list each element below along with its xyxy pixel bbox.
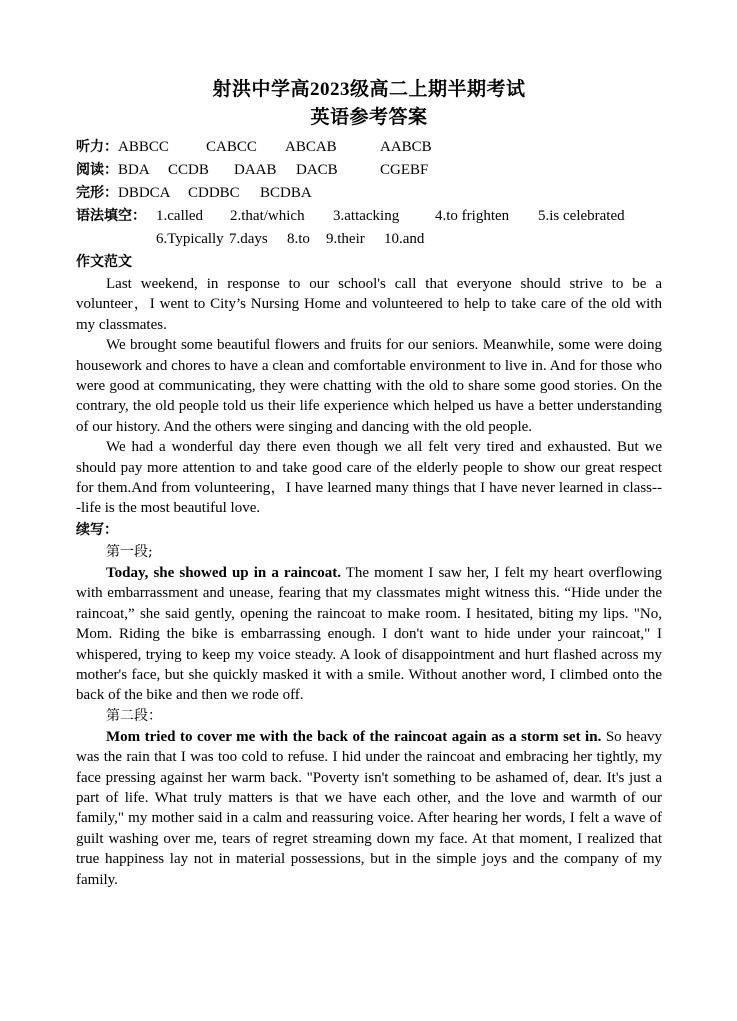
answer-group: CDDBC — [188, 185, 240, 201]
document-page — [76, 78, 662, 890]
answer-group: DACB — [296, 162, 338, 178]
reading-answers — [76, 159, 662, 182]
listening-label: 听力： — [76, 139, 118, 155]
document-subtitle: 英语参考答案 — [310, 107, 428, 128]
answer-group: ABCAB — [285, 139, 337, 155]
continuation-part2-label: 第二段： — [106, 707, 162, 724]
reading-label: 阅读： — [76, 162, 118, 178]
continuation-paragraph-1 — [76, 563, 662, 706]
cloze-label: 完形： — [76, 185, 118, 201]
answer-group: AABCB — [380, 139, 432, 155]
paragraph-lead-sentence: Today, she showed up in a raincoat. — [106, 564, 341, 581]
grammar-answers-row1 — [76, 205, 662, 228]
answer-item: 2.that/which — [230, 208, 305, 224]
essay-paragraph-3: We had a wonderful day there even though we all felt very tired and exhausted. But we should pay more attention to and take good care of the elderly people to show our great respect for them.And from volunteering，I have learned many things that I have never learned in class---life is the most beautiful love. — [76, 439, 662, 517]
answer-item: 6.Typically — [156, 231, 224, 247]
continuation-part1-label: 第一段; — [106, 543, 153, 560]
continuation-paragraph-2 — [76, 727, 662, 890]
answer-group: ABBCC — [118, 139, 169, 155]
answer-group: CCDB — [168, 162, 209, 178]
paragraph-body: So heavy was the rain that I was too cold to refuse. I hid under the raincoat and embracing her tightly, my face pressing against her warm back. "Poverty isn't something to be ashamed of, dear. It's just a part of life. What truly matters is that we have each other, and the love and warmth of our family," my mother said in a calm and reassuring voice. After hearing her words, I felt a wave of guilt washing over me, tears of regret streaming down my face. At that moment, I realized that true happiness lay not in material possessions, but in the simple joys and the company of my family. — [76, 728, 662, 888]
essay-paragraph-1: Last weekend, in response to our school's call that everyone should strive to be a volunteer，I went to City’s Nursing Home and volunteered to help to take care of the old with my classmates. — [76, 276, 662, 333]
essay-heading: 作文范文 — [76, 254, 132, 270]
paragraph-body: The moment I saw her, I felt my heart overflowing with embarrassment and unease, fearing that my classmates might witness this. “Hide under the raincoat,” she said gently, opening the raincoat to make room. I hesitated, biting my lips. "No, Mom. Riding the bike is embarrassing enough. I don't want to hide under your raincoat," I whispered, trying to keep my voice steady. A look of disappointment and hurt flashed across my mother's face, but she quickly masked it with a smile. Without another word, I climbed onto the back of the bike and then we rode off. — [76, 564, 662, 704]
answer-group: BDA — [118, 162, 150, 178]
essay-paragraph-2: We brought some beautiful flowers and fruits for our seniors. Meanwhile, some were doing housework and chores to have a clean and comfortable environment to live in. And for those who were good at communicating, they were chatting with the old to share some good stories. On the contrary, the old people told us their life experience which helped us have a better understanding of our history. And the others were singing and dancing with the old people. — [76, 337, 662, 435]
grammar-label: 语法填空： — [76, 208, 146, 224]
answer-item: 4.to frighten — [435, 208, 510, 224]
answer-group: DBDCA — [118, 185, 171, 201]
paragraph-lead-sentence: Mom tried to cover me with the back of the raincoat again as a storm set in. — [106, 728, 602, 745]
answer-item: 3.attacking — [333, 208, 400, 224]
answer-group: CABCC — [206, 139, 257, 155]
answer-group: BCDBA — [260, 185, 312, 201]
document-title: 射洪中学高2023级高二上期半期考试 — [212, 79, 526, 100]
answer-item: 10.and — [384, 231, 425, 247]
listening-answers — [76, 136, 662, 159]
answer-item: 5.is celebrated — [538, 208, 625, 224]
answer-item: 7.days — [229, 231, 268, 247]
continuation-heading: 续写： — [76, 521, 118, 538]
grammar-answers-row2 — [76, 228, 662, 251]
answer-group: DAAB — [234, 162, 277, 178]
answer-group: CGEBF — [380, 162, 429, 178]
answer-item: 1.called — [156, 208, 204, 224]
cloze-answers — [76, 182, 662, 205]
answer-item: 8.to — [287, 231, 310, 247]
answer-item: 9.their — [326, 231, 365, 247]
